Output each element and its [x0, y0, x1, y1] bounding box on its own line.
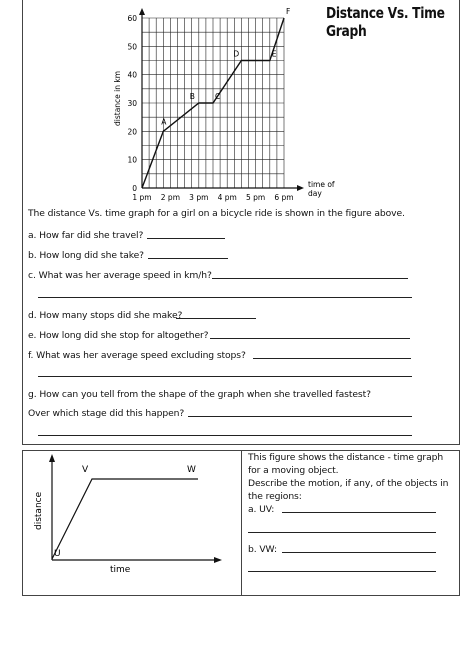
x-tick-label: 3 pm — [189, 193, 209, 202]
answer-line-e[interactable] — [210, 338, 410, 339]
uvw-label-v: V — [82, 465, 89, 475]
motion-answer-line-a[interactable] — [282, 512, 436, 513]
section-divider — [241, 451, 242, 595]
x-axis-label: day — [308, 189, 322, 198]
motion-answer-line-b[interactable] — [282, 552, 436, 553]
uvw-distance-time-graph — [30, 452, 230, 582]
y-tick-label: 10 — [127, 155, 137, 165]
answer-line-g[interactable] — [188, 416, 412, 417]
question-g: g. How can you tell from the shape of the graph when she travelled fastest? — [28, 389, 371, 400]
motion-answer-line-b2[interactable] — [248, 571, 436, 572]
uvw-x-axis-label: time — [110, 565, 131, 575]
motion-text-line1: This figure shows the distance - time graph — [248, 452, 444, 463]
x-tick-label: 4 pm — [217, 193, 237, 202]
motion-text-line3: Describe the motion, if any, of the objects in — [248, 478, 449, 489]
y-tick-label: 50 — [127, 42, 137, 52]
answer-line-b[interactable] — [148, 258, 228, 259]
y-axis-label: distance in km — [113, 70, 122, 126]
question-e: e. How long did she stop for altogether? — [28, 330, 209, 341]
question-f: f. What was her average speed excluding stops? — [28, 350, 246, 361]
x-axis-arrow — [297, 185, 304, 191]
x-tick-label: 5 pm — [245, 193, 266, 202]
distance-time-graph — [108, 8, 338, 203]
point-label-a: A — [161, 117, 167, 127]
answer-line-c2[interactable] — [38, 297, 412, 298]
question-b: b. How long did she take? — [28, 250, 144, 261]
y-axis-arrow — [139, 8, 145, 15]
motion-question-b: b. VW: — [248, 544, 277, 555]
question-d: d. How many stops did she make? — [28, 310, 183, 321]
uvw-y-arrow — [49, 454, 55, 462]
y-tick-label: 40 — [127, 70, 137, 80]
motion-answer-line-a2[interactable] — [248, 532, 436, 533]
point-label-f: F — [286, 8, 291, 16]
uvw-label-u: U — [54, 549, 61, 559]
point-label-e: E — [271, 49, 277, 59]
motion-question-a: a. UV: — [248, 504, 275, 515]
answer-line-f[interactable] — [253, 358, 411, 359]
y-tick-label: 60 — [127, 14, 137, 23]
answer-line-c[interactable] — [212, 278, 408, 279]
point-label-c: C — [215, 92, 221, 101]
answer-line-f2[interactable] — [38, 376, 412, 377]
x-tick-label: 6 pm — [274, 193, 294, 202]
question-c: c. What was her average speed in km/h? — [28, 270, 212, 281]
answer-line-d[interactable] — [176, 318, 256, 319]
answer-line-g2[interactable] — [38, 435, 412, 436]
x-tick-label: 2 pm — [160, 193, 181, 202]
motion-text-line4: the regions: — [248, 491, 302, 502]
y-tick-label: 20 — [127, 127, 137, 137]
uvw-label-w: W — [187, 465, 196, 475]
motion-text-line2: for a moving object. — [248, 465, 339, 476]
uvw-x-arrow — [214, 557, 222, 563]
question-a: a. How far did she travel? — [28, 230, 144, 241]
intro-text: The distance Vs. time graph for a girl on a bicycle ride is shown in the figure above. — [28, 208, 405, 219]
y-tick-label: 0 — [132, 184, 137, 193]
x-axis-label: time of — [308, 180, 335, 189]
point-label-d: D — [233, 49, 240, 59]
uvw-y-axis-label: distance — [34, 491, 44, 530]
y-tick-label: 30 — [127, 99, 137, 108]
x-tick-label: 1 pm — [132, 193, 152, 202]
point-label-b: B — [189, 92, 195, 101]
uvw-line — [52, 479, 198, 559]
question-g-part2: Over which stage did this happen? — [28, 408, 185, 419]
page-title: Distance Vs. Time Graph — [326, 4, 445, 40]
answer-line-a[interactable] — [147, 238, 225, 239]
